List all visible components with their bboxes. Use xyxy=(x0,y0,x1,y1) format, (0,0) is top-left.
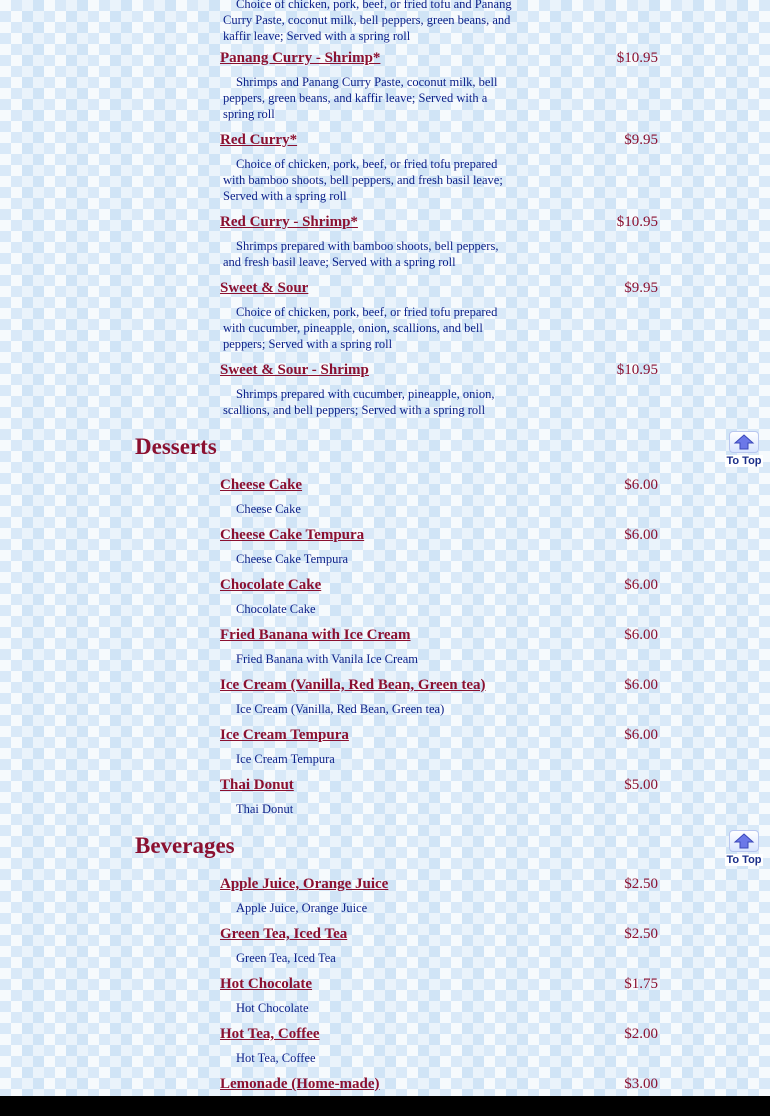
item-name-link[interactable]: Apple Juice, Orange Juice xyxy=(220,876,389,892)
item-name-link[interactable]: Ice Cream Tempura xyxy=(220,727,349,743)
section-title-desserts: Desserts xyxy=(135,434,217,459)
item-price: $10.95 xyxy=(616,214,658,230)
item-price: $9.95 xyxy=(624,280,658,296)
item-name-link[interactable]: Panang Curry - Shrimp* xyxy=(220,50,381,66)
to-top-label: To Top xyxy=(726,455,762,467)
item-description: Cheese Cake xyxy=(236,502,301,516)
item-price: $2.50 xyxy=(624,926,658,942)
item-name-link[interactable]: Hot Chocolate xyxy=(220,976,313,992)
item-price: $2.50 xyxy=(624,876,658,892)
item-name-link[interactable]: Sweet & Sour xyxy=(220,280,309,296)
item-name-link[interactable]: Ice Cream (Vanilla, Red Bean, Green tea) xyxy=(220,677,486,693)
item-name-link[interactable]: Thai Donut xyxy=(220,777,294,793)
item-name-link[interactable]: Cheese Cake Tempura xyxy=(220,527,365,543)
item-description: Green Tea, Iced Tea xyxy=(236,951,336,965)
up-arrow-icon xyxy=(729,830,759,852)
item-description: Choice of chicken, pork, beef, or fried tofu and Panang Curry Paste, coconut milk, bell peppers, green beans, and kaffir leave; Served with a spring roll xyxy=(223,0,512,43)
bottom-bar xyxy=(0,1096,770,1116)
item-name-link[interactable]: Lemonade (Home-made) xyxy=(220,1076,380,1092)
item-name-link[interactable]: Cheese Cake xyxy=(220,477,303,493)
section-title-beverages: Beverages xyxy=(135,833,235,858)
item-price: $6.00 xyxy=(624,627,658,643)
item-price: $6.00 xyxy=(624,577,658,593)
item-name-link[interactable]: Red Curry - Shrimp* xyxy=(220,214,358,230)
item-price: $10.95 xyxy=(616,50,658,66)
item-name-link[interactable]: Green Tea, Iced Tea xyxy=(220,926,348,942)
up-arrow-icon xyxy=(729,431,759,453)
item-price: $6.00 xyxy=(624,677,658,693)
item-description: Chocolate Cake xyxy=(236,602,316,616)
item-price: $1.75 xyxy=(624,976,658,992)
item-description: Hot Chocolate xyxy=(236,1001,309,1015)
item-description: Shrimps and Panang Curry Paste, coconut milk, bell peppers, green beans, and kaffir leave; Served with a spring roll xyxy=(223,75,498,121)
item-price: $6.00 xyxy=(624,727,658,743)
to-top-button[interactable] xyxy=(722,827,766,871)
item-description: Ice Cream (Vanilla, Red Bean, Green tea) xyxy=(236,702,445,716)
item-name-link[interactable]: Sweet & Sour - Shrimp xyxy=(220,362,369,378)
item-price: $6.00 xyxy=(624,477,658,493)
item-name-link[interactable]: Hot Tea, Coffee xyxy=(220,1026,320,1042)
item-price: $9.95 xyxy=(624,132,658,148)
item-price: $3.00 xyxy=(624,1076,658,1092)
item-description: Shrimps prepared with bamboo shoots, bell peppers, and fresh basil leave; Served with a spring roll xyxy=(223,239,499,269)
item-name-link[interactable]: Red Curry* xyxy=(220,132,298,148)
item-description: Hot Tea, Coffee xyxy=(236,1051,316,1065)
item-name-link[interactable]: Chocolate Cake xyxy=(220,577,322,593)
item-description: Choice of chicken, pork, beef, or fried tofu prepared with cucumber, pineapple, onion, scallions, and bell peppers; Served with a spring roll xyxy=(223,305,498,351)
item-price: $10.95 xyxy=(616,362,658,378)
item-description: Cheese Cake Tempura xyxy=(236,552,349,566)
item-description: Fried Banana with Vanila Ice Cream xyxy=(236,652,419,666)
item-name-link[interactable]: Fried Banana with Ice Cream xyxy=(220,627,411,643)
to-top-button[interactable] xyxy=(722,428,766,472)
item-description: Thai Donut xyxy=(236,802,294,816)
item-description: Choice of chicken, pork, beef, or fried tofu prepared with bamboo shoots, bell peppers, and fresh basil leave; Served with a spring roll xyxy=(223,157,503,203)
item-description: Apple Juice, Orange Juice xyxy=(236,901,368,915)
item-price: $6.00 xyxy=(624,527,658,543)
item-description: Shrimps prepared with cucumber, pineapple, onion, scallions, and bell peppers; Served with a spring roll xyxy=(223,387,495,417)
item-description: Ice Cream Tempura xyxy=(236,752,335,766)
to-top-label: To Top xyxy=(726,854,762,866)
item-price: $5.00 xyxy=(624,777,658,793)
item-price: $2.00 xyxy=(624,1026,658,1042)
